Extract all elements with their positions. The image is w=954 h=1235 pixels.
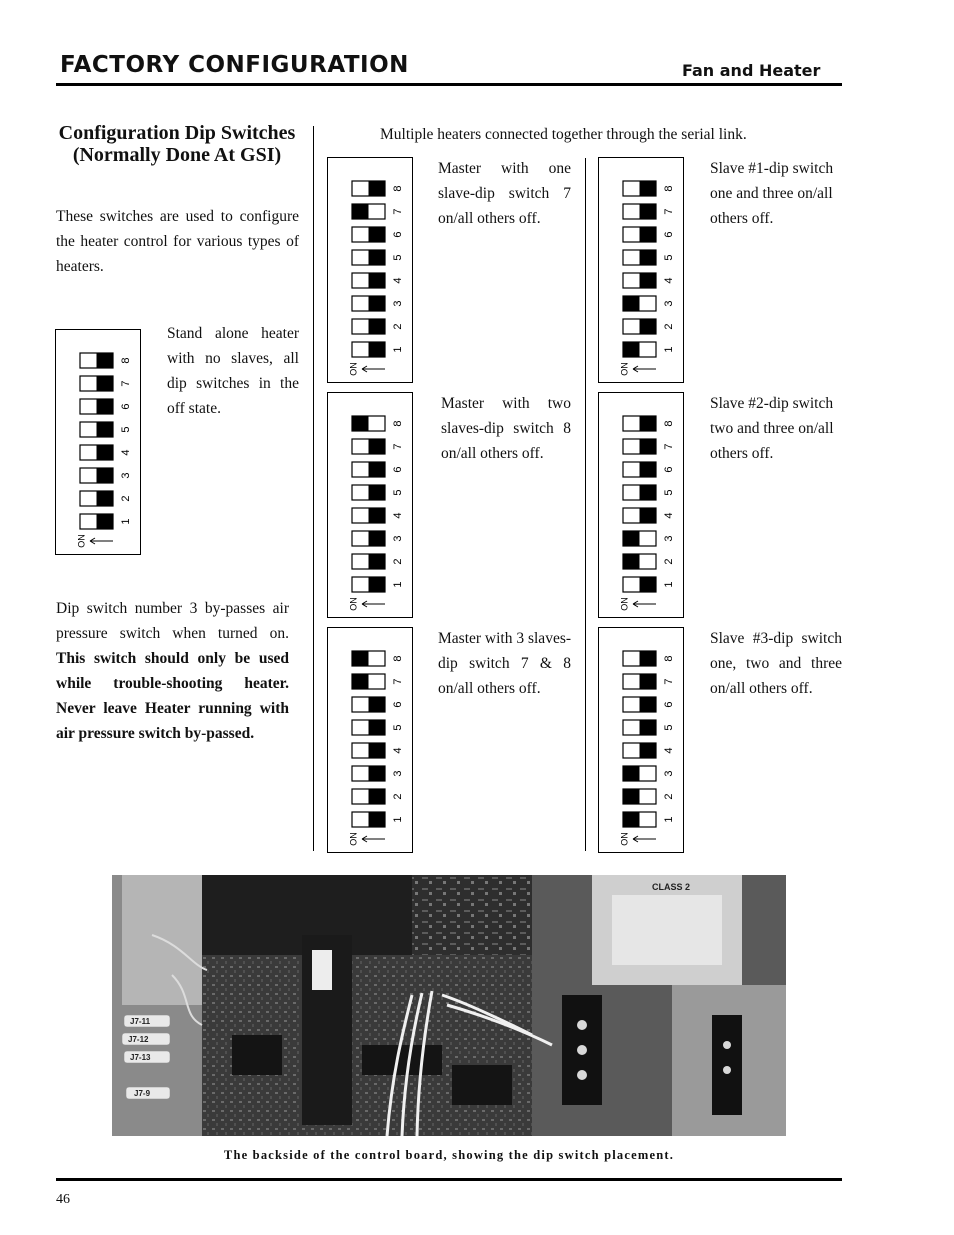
switch-number-label: 1 (662, 346, 675, 353)
switch-knob-off (369, 485, 386, 500)
switch-knob-off (97, 353, 114, 368)
switch-knob-off (640, 439, 657, 454)
switch-number-label: 2 (662, 323, 675, 330)
switch-knob-off (97, 514, 114, 529)
dip-switch-diagram (327, 392, 413, 618)
footer-rule (56, 1178, 842, 1181)
on-label: ON (619, 832, 630, 846)
switch-number-label: 7 (662, 208, 675, 215)
switch-number-label: 7 (391, 678, 404, 685)
switch-number-label: 2 (662, 558, 675, 565)
switch-number-label: 3 (662, 770, 675, 777)
on-label: ON (348, 832, 359, 846)
switch-number-label: 2 (391, 558, 404, 565)
switch-knob-off (97, 468, 114, 483)
on-label: ON (348, 362, 359, 376)
switch-knob-on (623, 342, 640, 357)
switch-number-label: 1 (119, 518, 132, 525)
master-2-description: Master with two slaves-dip switch 8 on/all others off. (441, 395, 571, 462)
slave-1-description: Slave #1-dip switch one and three on/all others off. (710, 160, 834, 227)
switch-number-label: 8 (119, 357, 132, 364)
photo-label: J7-12 (128, 1035, 149, 1044)
switch-number-label: 7 (391, 443, 404, 450)
switch-number-label: 2 (391, 793, 404, 800)
switch-number-label: 6 (391, 466, 404, 473)
switch-knob-on (623, 531, 640, 546)
switch-number-label: 6 (119, 403, 132, 410)
on-label: ON (76, 534, 87, 548)
switch-number-label: 7 (662, 443, 675, 450)
switch-knob-on (352, 416, 369, 431)
dip-switch-diagram (598, 157, 684, 383)
switch-number-label: 8 (662, 420, 675, 427)
header-rule (56, 83, 842, 86)
switch-number-label: 6 (662, 231, 675, 238)
switch-knob-off (369, 697, 386, 712)
switch-number-label: 5 (662, 254, 675, 261)
switch-number-label: 4 (662, 747, 675, 754)
dip-standalone (55, 329, 141, 560)
switch-knob-off (640, 273, 657, 288)
switch-knob-off (640, 416, 657, 431)
dip-master-2 (327, 392, 413, 623)
switch-knob-off (369, 789, 386, 804)
switch-number-label: 8 (662, 185, 675, 192)
switch-number-label: 5 (662, 724, 675, 731)
switch-number-label: 6 (391, 701, 404, 708)
dip-master-3 (327, 627, 413, 858)
switch-knob-on (352, 651, 369, 666)
master-3-description: Master with 3 slaves-dip switch 7 & 8 on/all others off. (438, 630, 572, 697)
switch-number-label: 4 (119, 449, 132, 456)
dip-switch-diagram (327, 157, 413, 383)
switch-number-label: 7 (119, 380, 132, 387)
switch-number-label: 8 (662, 655, 675, 662)
switch-knob-off (369, 227, 386, 242)
bypass-note-text: Dip switch number 3 by-passes air pressure switch when turned on. (56, 600, 289, 642)
page-number: 46 (56, 1192, 70, 1207)
on-label: ON (348, 597, 359, 611)
switch-number-label: 3 (391, 300, 404, 307)
switch-number-label: 2 (391, 323, 404, 330)
switch-knob-off (640, 743, 657, 758)
section-heading: Configuration Dip Switches (Normally Done At GSI) (58, 122, 296, 166)
master-1-description: Master with one slave-dip switch 7 on/all others off. (438, 160, 571, 227)
serial-link-note: Multiple heaters connected together through the serial link. (380, 126, 747, 143)
switch-knob-off (640, 462, 657, 477)
switch-knob-off (369, 531, 386, 546)
bypass-warning: This switch should only be used while trouble-shooting heater. Never leave Heater running with air pressure switch by-passed. (56, 650, 289, 742)
switch-knob-off (640, 577, 657, 592)
switch-knob-off (369, 273, 386, 288)
switch-knob-off (369, 181, 386, 196)
switch-knob-off (640, 181, 657, 196)
switch-knob-off (369, 439, 386, 454)
switch-knob-off (369, 462, 386, 477)
switch-knob-off (369, 319, 386, 334)
switch-knob-off (369, 812, 386, 827)
switch-number-label: 4 (662, 512, 675, 519)
intro-text: These switches are used to configure the heater control for various types of heaters. (56, 208, 299, 275)
switch-knob-off (97, 491, 114, 506)
dip-slave-2 (598, 392, 684, 623)
section-subtitle: Fan and Heater (682, 61, 821, 80)
switch-knob-on (623, 296, 640, 311)
slave-3-description: Slave #3-dip switch one, two and three on/all others off. (710, 630, 842, 697)
photo-label: CLASS 2 (652, 882, 691, 892)
column-divider (313, 126, 314, 851)
dip-slave-1 (598, 157, 684, 388)
switch-knob-off (640, 697, 657, 712)
switch-number-label: 5 (662, 489, 675, 496)
switch-knob-off (369, 766, 386, 781)
switch-knob-off (640, 204, 657, 219)
switch-number-label: 8 (391, 185, 404, 192)
switch-number-label: 3 (119, 472, 132, 479)
switch-number-label: 2 (662, 793, 675, 800)
standalone-description: Stand alone heater with no slaves, all dip switches in the off state. (167, 325, 299, 417)
dip-switch-diagram (327, 627, 413, 853)
control-board-photo (112, 875, 786, 1136)
switch-number-label: 4 (662, 277, 675, 284)
dip-switch-diagram (598, 392, 684, 618)
switch-knob-off (640, 227, 657, 242)
switch-number-label: 3 (391, 535, 404, 542)
switch-knob-off (369, 508, 386, 523)
switch-number-label: 5 (391, 724, 404, 731)
switch-knob-on (352, 674, 369, 689)
switch-number-label: 8 (391, 655, 404, 662)
switch-number-label: 3 (662, 535, 675, 542)
slave-2-description: Slave #2-dip switch two and three on/all others off. (710, 395, 834, 462)
switch-number-label: 4 (391, 747, 404, 754)
switch-knob-off (640, 651, 657, 666)
photo-caption: The backside of the control board, showing the dip switch placement. (223, 1148, 675, 1162)
switch-number-label: 8 (391, 420, 404, 427)
photo-label: J7-9 (134, 1089, 151, 1098)
switch-number-label: 1 (391, 581, 404, 588)
switch-number-label: 1 (662, 581, 675, 588)
on-label: ON (619, 362, 630, 376)
bypass-note (56, 596, 289, 746)
switch-knob-off (369, 720, 386, 735)
switch-knob-on (623, 812, 640, 827)
switch-knob-off (640, 720, 657, 735)
switch-number-label: 1 (391, 816, 404, 823)
switch-number-label: 6 (662, 466, 675, 473)
switch-number-label: 4 (391, 512, 404, 519)
switch-number-label: 1 (391, 346, 404, 353)
switch-number-label: 7 (391, 208, 404, 215)
switch-knob-off (640, 250, 657, 265)
switch-number-label: 4 (391, 277, 404, 284)
column-divider-2 (585, 158, 586, 851)
switch-number-label: 7 (662, 678, 675, 685)
switch-knob-off (369, 577, 386, 592)
photo-label: J7-13 (130, 1053, 151, 1062)
page-title: FACTORY CONFIGURATION (60, 52, 409, 78)
switch-knob-off (640, 319, 657, 334)
switch-number-label: 6 (391, 231, 404, 238)
switch-number-label: 3 (662, 300, 675, 307)
photo-label: J7-11 (130, 1017, 151, 1026)
switch-knob-off (369, 554, 386, 569)
switch-knob-off (97, 422, 114, 437)
switch-knob-off (640, 485, 657, 500)
switch-knob-on (352, 204, 369, 219)
on-label: ON (619, 597, 630, 611)
switch-knob-off (97, 376, 114, 391)
dip-switch-diagram (598, 627, 684, 853)
switch-knob-off (640, 508, 657, 523)
dip-slave-3 (598, 627, 684, 858)
dip-switch-diagram (55, 329, 141, 555)
switch-knob-off (640, 674, 657, 689)
switch-knob-on (623, 554, 640, 569)
switch-knob-off (97, 399, 114, 414)
switch-number-label: 3 (391, 770, 404, 777)
switch-knob-on (623, 789, 640, 804)
switch-number-label: 1 (662, 816, 675, 823)
switch-number-label: 5 (119, 426, 132, 433)
switch-knob-off (369, 743, 386, 758)
dip-master-1 (327, 157, 413, 388)
switch-number-label: 5 (391, 254, 404, 261)
switch-knob-off (369, 342, 386, 357)
switch-knob-on (623, 766, 640, 781)
switch-knob-off (369, 296, 386, 311)
switch-number-label: 6 (662, 701, 675, 708)
switch-knob-off (369, 250, 386, 265)
switch-number-label: 2 (119, 495, 132, 502)
switch-knob-off (97, 445, 114, 460)
switch-number-label: 5 (391, 489, 404, 496)
